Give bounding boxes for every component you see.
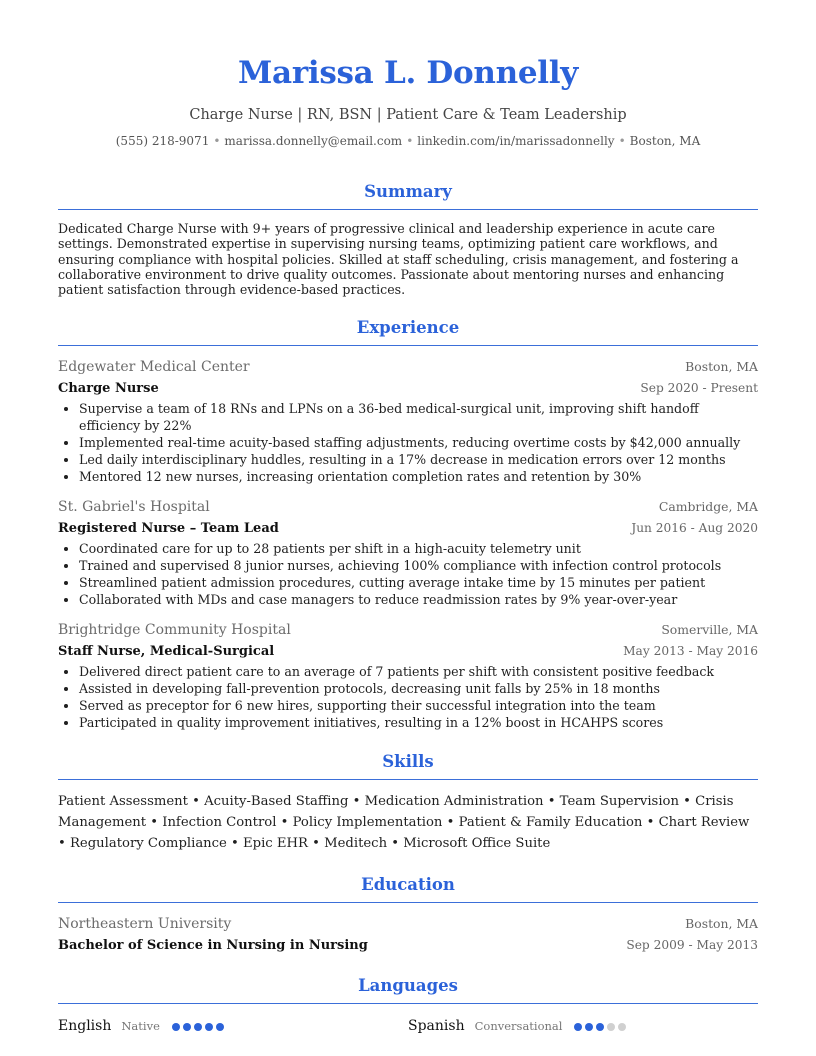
- job-dates: Jun 2016 - Aug 2020: [631, 521, 758, 536]
- phone: (555) 218-9071: [115, 134, 210, 148]
- education-heading: Education: [58, 875, 758, 903]
- job-bullets: [58, 400, 758, 485]
- bullet: • Coordinated care for up to 28 patients per shift in a high-acuity telemetry unit: [79, 540, 758, 557]
- rating-dot-filled: [172, 1023, 180, 1031]
- email[interactable]: marissa.donnelly@email.com: [224, 134, 403, 148]
- job-entry: [58, 621, 758, 731]
- bullet: • Served as preceptor for 6 new hires, supporting their successful integration into the team: [79, 697, 758, 714]
- job-entry: [58, 358, 758, 485]
- job-bullets: [58, 663, 758, 731]
- degree: Bachelor of Science in Nursing in Nursing: [58, 938, 368, 954]
- language-item: [58, 1016, 408, 1035]
- contact-line: [58, 133, 758, 149]
- education-entry: [58, 915, 758, 955]
- rating-dot-filled: [585, 1023, 593, 1031]
- bullet: • Participated in quality improvement initiatives, resulting in a 12% boost in HCAHPS scores: [79, 714, 758, 731]
- bullet: • Trained and supervised 8 junior nurses, achieving 100% compliance with infection control protocols: [79, 557, 758, 574]
- linkedin[interactable]: linkedin.com/in/marissadonnelly: [417, 134, 615, 148]
- school-location: Boston, MA: [685, 916, 758, 932]
- language-item: [408, 1016, 758, 1035]
- proficiency-rating: [574, 1016, 629, 1035]
- job-location: Somerville, MA: [661, 622, 758, 638]
- job-title: Registered Nurse – Team Lead: [58, 521, 279, 537]
- rating-dot-filled: [216, 1023, 224, 1031]
- language-name: Spanish: [408, 1017, 465, 1034]
- rating-dot-filled: [596, 1023, 604, 1031]
- separator: •: [213, 134, 221, 148]
- rating-dot-filled: [574, 1023, 582, 1031]
- job-bullets: [58, 540, 758, 608]
- education-dates: Sep 2009 - May 2013: [626, 938, 758, 953]
- proficiency-rating: [172, 1016, 227, 1035]
- candidate-name: Marissa L. Donnelly: [238, 55, 578, 91]
- languages-list: [58, 1016, 758, 1035]
- language-level: Conversational: [474, 1018, 563, 1033]
- bullet: • Collaborated with MDs and case managers to reduce readmission rates by 9% year-over-year: [79, 591, 758, 608]
- languages-heading: Languages: [58, 976, 758, 1004]
- employer: Brightridge Community Hospital: [58, 622, 291, 639]
- location: Boston, MA: [629, 134, 701, 148]
- job-title: Charge Nurse: [58, 381, 159, 397]
- bullet: • Assisted in developing fall-prevention protocols, decreasing unit falls by 25% in 18 months: [79, 680, 758, 697]
- separator: •: [406, 134, 414, 148]
- job-dates: Sep 2020 - Present: [640, 381, 758, 396]
- rating-dot-empty: [607, 1023, 615, 1031]
- summary-heading: Summary: [58, 182, 758, 210]
- bullet: • Implemented real-time acuity-based staffing adjustments, reducing overtime costs by $42,000 annually: [79, 434, 758, 451]
- rating-dot-filled: [194, 1023, 202, 1031]
- language-level: Native: [121, 1018, 160, 1033]
- rating-dot-filled: [205, 1023, 213, 1031]
- rating-dot-filled: [183, 1023, 191, 1031]
- bullet: • Supervise a team of 18 RNs and LPNs on a 36-bed medical-surgical unit, improving shift handoff efficiency by 22%: [79, 400, 758, 434]
- bullet: • Streamlined patient admission procedures, cutting average intake time by 15 minutes per patient: [79, 574, 758, 591]
- school: Northeastern University: [58, 916, 232, 933]
- job-location: Cambridge, MA: [658, 499, 758, 515]
- job-dates: May 2013 - May 2016: [623, 644, 758, 659]
- bullet: • Delivered direct patient care to an average of 7 patients per shift with consistent positive feedback: [79, 663, 758, 680]
- skills-list: Patient Assessment • Acuity-Based Staffing • Medication Administration • Team Supervision • Crisis Management • Infection Control • Policy Implementation • Patient & Family Education • Chart Review • Regulatory Compliance • Epic EHR • Meditech • Microsoft Office Suite: [58, 794, 750, 852]
- experience-heading: Experience: [58, 318, 758, 346]
- separator: •: [618, 134, 626, 148]
- job-location: Boston, MA: [685, 359, 758, 375]
- headline: Charge Nurse | RN, BSN | Patient Care & Team Leadership: [189, 107, 627, 123]
- skills-heading: Skills: [58, 752, 758, 780]
- bullet: • Led daily interdisciplinary huddles, resulting in a 17% decrease in medication errors over 12 months: [79, 451, 758, 468]
- language-name: English: [58, 1017, 112, 1034]
- rating-dot-empty: [618, 1023, 626, 1031]
- bullet: • Mentored 12 new nurses, increasing orientation completion rates and retention by 30%: [79, 468, 758, 485]
- summary-text: Dedicated Charge Nurse with 9+ years of progressive clinical and leadership experience in acute care settings. Demonstrated expertise in supervising nursing teams, optimizing patient care workflows, and ensuring compliance with hospital policies. Skilled at staff scheduling, crisis management, and fostering a collaborative environment to drive quality outcomes. Passionate about mentoring nurses and enhancing patient satisfaction through evidence-based practices.: [58, 221, 739, 298]
- employer: St. Gabriel's Hospital: [58, 499, 210, 516]
- employer: Edgewater Medical Center: [58, 359, 250, 376]
- job-title: Staff Nurse, Medical-Surgical: [58, 644, 275, 660]
- job-entry: [58, 498, 758, 608]
